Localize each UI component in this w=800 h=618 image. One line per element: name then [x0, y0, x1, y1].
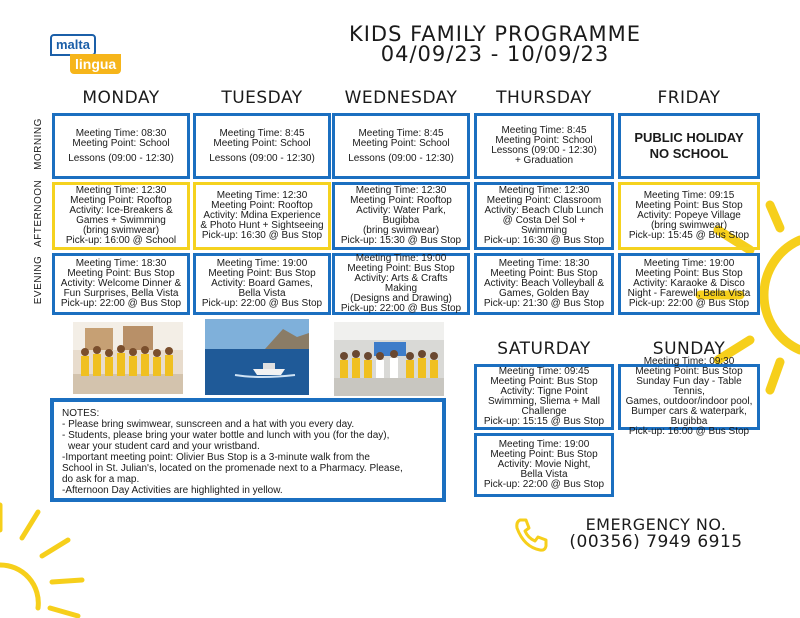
boat-sea-photo — [205, 319, 309, 395]
cell-text-line: Activity: Mdina Experience — [203, 210, 321, 221]
cell-text-line: (bring swimwear) — [362, 225, 440, 236]
cell-text-line: Meeting Point: Bus Stop — [208, 268, 316, 279]
cell-text-line: Bella Vista — [238, 288, 286, 299]
cell-text-line: & Photo Hunt + Sightseeing — [200, 220, 324, 231]
notes-line: - Please bring swimwear, sunscreen and a hat with you every day. — [62, 419, 355, 430]
cell-text-line: Meeting Time: 8:45 — [219, 127, 305, 139]
cell-text-line: Swimming — [520, 225, 568, 236]
group-photo-indoor — [334, 322, 444, 396]
cell-text-line: Bumper cars & waterpark, — [631, 406, 747, 417]
cell-text-line: Fun Surprises, Bella Vista — [63, 288, 179, 299]
cell-text-line: Meeting Point: School — [213, 137, 311, 149]
cell-text-line: Pick-up: 22:00 @ Bus Stop — [60, 298, 182, 309]
notes-line: do ask for a map. — [62, 474, 140, 485]
day-header-sunday: SUNDAY — [652, 339, 726, 359]
cell-text-line: Sunday Fun day - Table Tennis, — [636, 376, 742, 397]
cell-text-line: Meeting Point: School — [72, 137, 170, 149]
row-label-morning: MORNING — [33, 118, 44, 170]
cell-text-line: Meeting Point: Bus Stop — [347, 263, 455, 274]
cell-thursday-afternoon — [474, 182, 614, 250]
group-photo-mdina — [73, 322, 183, 394]
cell-text-line: Meeting Point: Bus Stop — [490, 268, 598, 279]
cell-text-line: Activity: Board Games, — [211, 278, 313, 289]
cell-text-line: Lessons (09:00 - 12:30) — [68, 152, 174, 164]
cell-text-line: Swimming, Sliema + Mall — [488, 396, 600, 407]
notes-line: wear your student card and your wristband. — [68, 441, 260, 452]
day-header-tuesday: TUESDAY — [221, 88, 303, 108]
cell-text-line: Activity: Popeye Village — [637, 210, 741, 221]
notes-line: -Afternoon Day Activities are highlighted in yellow. — [62, 485, 283, 496]
cell-text-line: Pick-up: 15:15 @ Bus Stop — [483, 416, 605, 427]
cell-text-line: Pick-up: 16:00 @ School — [65, 235, 177, 246]
day-header-thursday: THURSDAY — [496, 88, 592, 108]
cell-monday-evening — [52, 253, 190, 315]
cell-text-line: Activity: Welcome Dinner & — [60, 278, 182, 289]
cell-text-line: Meeting Point: School — [495, 135, 593, 146]
cell-text-line: Meeting Time: 09:15 — [643, 190, 735, 201]
cell-text-line: Pick-up: 15:30 @ Bus Stop — [340, 235, 462, 246]
cell-tuesday-morning — [193, 113, 331, 179]
cell-tuesday-evening — [193, 253, 331, 315]
cell-text-line: Activity: Beach Club Lunch — [484, 205, 604, 216]
cell-text-line: Night - Farewell, Bella Vista — [627, 288, 751, 299]
cell-text-line: Meeting Point: Bus Stop — [490, 376, 598, 387]
cell-text-line: Meeting Point: Rooftop — [70, 195, 172, 206]
cell-text-line: Pick-up: 22:00 @ Bus Stop — [340, 303, 462, 314]
cell-sunday-first — [618, 356, 760, 437]
cell-text-line: PUBLIC HOLIDAY — [634, 130, 744, 145]
cell-text-line: Meeting Time: 18:30 — [498, 258, 590, 269]
cell-text-line: Meeting Point: Rooftop — [211, 200, 313, 211]
cell-friday-afternoon — [618, 182, 760, 250]
day-header-monday: MONDAY — [82, 88, 160, 108]
page-title: KIDS FAMILY PROGRAMME — [348, 22, 642, 46]
cell-text-line: Challenge — [521, 406, 567, 417]
cell-text-line: Pick-up: 16:30 @ Bus Stop — [201, 230, 323, 241]
cell-text-line: Meeting Time: 18:30 — [75, 258, 167, 269]
cell-text-line: Meeting Time: 08:30 — [75, 127, 167, 139]
cell-text-line: Meeting Time: 8:45 — [358, 127, 444, 139]
row-label-afternoon: AFTERNOON — [33, 179, 44, 247]
cell-text-line: Meeting Point: Bus Stop — [635, 268, 743, 279]
sun-icon-left — [0, 490, 110, 618]
logo-top-text: malta — [50, 34, 96, 56]
cell-text-line: Pick-up: 15:45 @ Bus Stop — [628, 230, 750, 241]
cell-text-line: @ Costa Del Sol + — [502, 215, 586, 226]
cell-text-line: Games, outdoor/indoor pool, — [625, 396, 753, 407]
cell-thursday-evening — [474, 253, 614, 315]
cell-text-line: Meeting Time: 8:45 — [501, 125, 587, 136]
page-dates: 04/09/23 - 10/09/23 — [380, 42, 610, 66]
cell-text-line: Meeting Time: 12:30 — [355, 185, 447, 196]
notes-line: - Students, please bring your water bottle and lunch with you (for the day), — [62, 430, 390, 441]
cell-text-line: Pick-up: 22:00 @ Bus Stop — [628, 298, 750, 309]
cell-text-line: Activity: Tigne Point — [500, 386, 588, 397]
cell-text-line: Activity: Beach Volleyball & — [483, 278, 605, 289]
cell-text-line: Pick-up: 16:00 @ Bus Stop — [628, 426, 750, 437]
cell-text-line: Lessons (09:00 - 12:30) — [491, 145, 597, 156]
cell-text-line: Pick-up: 22:00 @ Bus Stop — [201, 298, 323, 309]
cell-text-line: Meeting Time: 12:30 — [216, 190, 308, 201]
cell-text-line: + Graduation — [514, 155, 574, 166]
cell-text-line: Activity: Karaoke & Disco — [633, 278, 745, 289]
cell-text-line: Meeting Point: Bus Stop — [67, 268, 175, 279]
cell-text-line: Meeting Time: 19:00 — [643, 258, 735, 269]
cell-monday-afternoon — [52, 182, 190, 250]
row-label-evening: EVENING — [33, 255, 44, 305]
cell-text-line: Games + Swimming — [76, 215, 166, 226]
notes-line: -Important meeting point: Olivier Bus Stop is a 3-minute walk from the — [62, 452, 370, 463]
cell-monday-morning — [52, 113, 190, 179]
cell-text-line: Meeting Time: 12:30 — [75, 185, 167, 196]
cell-text-line: Bella Vista — [520, 469, 568, 480]
cell-text-line: Meeting Point: Rooftop — [350, 195, 452, 206]
cell-saturday-first — [474, 364, 614, 430]
cell-text-line: (bring swimwear) — [82, 225, 160, 236]
cell-wednesday-evening — [332, 253, 470, 315]
day-header-saturday: SATURDAY — [497, 339, 591, 359]
cell-text-line: (Designs and Drawing) — [350, 293, 452, 304]
notes-line: School in St. Julian's, located on the promenade next to a Pharmacy. Please, — [62, 463, 403, 474]
cell-text-line: Meeting Point: Bus Stop — [635, 366, 743, 377]
cell-text-line: Meeting Point: Bus Stop — [490, 449, 598, 460]
cell-tuesday-afternoon — [193, 182, 331, 250]
cell-text-line: Meeting Point: Classroom — [486, 195, 602, 206]
cell-text-line: Activity: Ice-Breakers & — [69, 205, 173, 216]
logo-bottom-text: lingua — [70, 54, 121, 74]
cell-text-line: NO SCHOOL — [649, 146, 729, 161]
maltalingua-logo — [50, 34, 130, 82]
cell-text-line: Meeting Time: 09:30 — [643, 356, 735, 367]
cell-text-line: Meeting Time: 19:00 — [355, 253, 447, 264]
emergency-label: EMERGENCY NO. — [585, 515, 727, 534]
cell-text-line: (bring swimwear) — [650, 220, 728, 231]
cell-wednesday-morning — [332, 113, 470, 179]
cell-thursday-morning — [474, 113, 614, 179]
cell-text-line: Activity: Water Park, Bugibba — [356, 205, 446, 226]
cell-text-line: Activity: Arts & Crafts Making — [354, 273, 448, 294]
phone-icon — [512, 516, 550, 554]
cell-friday-evening — [618, 253, 760, 315]
cell-text-line: Games, Golden Bay — [498, 288, 590, 299]
cell-text-line: Bugibba — [670, 416, 708, 427]
cell-friday-morning — [618, 113, 760, 179]
notes-box — [50, 398, 446, 502]
cell-text-line: Pick-up: 21:30 @ Bus Stop — [483, 298, 605, 309]
cell-text-line: Pick-up: 16:30 @ Bus Stop — [483, 235, 605, 246]
day-header-wednesday: WEDNESDAY — [344, 88, 458, 108]
cell-text-line: Meeting Time: 12:30 — [498, 185, 590, 196]
cell-text-line: Pick-up: 22:00 @ Bus Stop — [483, 479, 605, 490]
cell-text-line: Meeting Point: Bus Stop — [635, 200, 743, 211]
day-header-friday: FRIDAY — [657, 88, 721, 108]
cell-text-line: Meeting Point: School — [352, 137, 450, 149]
cell-text-line: Meeting Time: 19:00 — [216, 258, 308, 269]
cell-saturday-second — [474, 433, 614, 497]
cell-text-line: Meeting Time: 09:45 — [498, 366, 590, 377]
notes-line: NOTES: — [62, 408, 100, 419]
cell-text-line: Meeting Time: 19:00 — [498, 439, 590, 450]
cell-text-line: Lessons (09:00 - 12:30) — [348, 152, 454, 164]
emergency-number: (00356) 7949 6915 — [569, 532, 743, 552]
cell-wednesday-afternoon — [332, 182, 470, 250]
cell-text-line: Lessons (09:00 - 12:30) — [209, 152, 315, 164]
cell-text-line: Activity: Movie Night, — [497, 459, 591, 470]
